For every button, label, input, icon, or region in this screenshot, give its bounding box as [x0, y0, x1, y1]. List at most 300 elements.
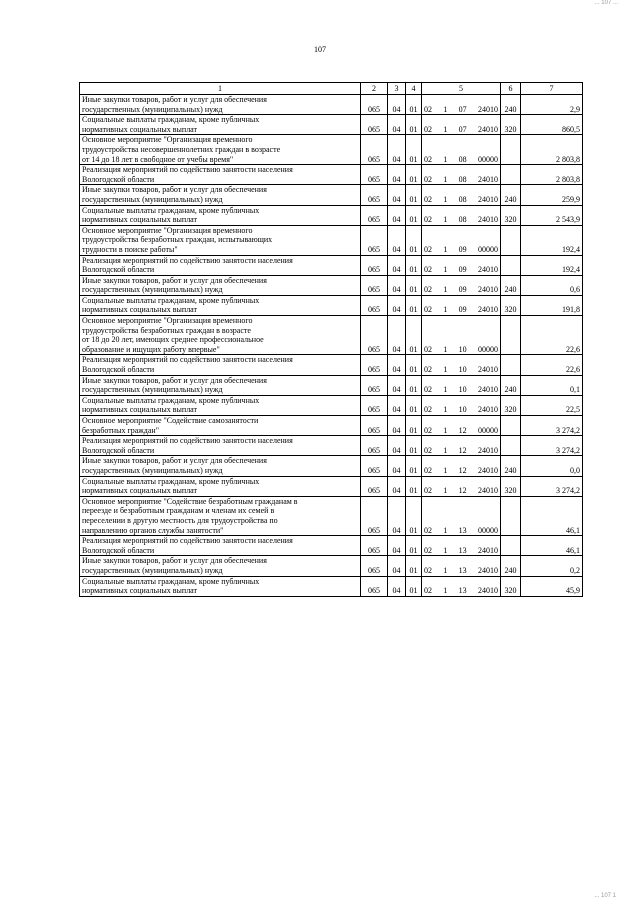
expense-type-cell: 240: [501, 375, 521, 395]
table-row: [80, 205, 583, 225]
header-col-4: 4: [406, 83, 422, 95]
target-article-part: 1: [443, 244, 448, 254]
subsection-code-cell: 01: [406, 95, 422, 115]
target-article-cell: [422, 436, 501, 456]
target-article-part: 1: [443, 194, 448, 204]
amount-cell: 191,8: [521, 295, 583, 315]
ministry-code-cell: 065: [361, 275, 388, 295]
expense-name-line: Реализация мероприятий по содействию занятости населения: [82, 165, 293, 175]
expense-name-cell: [80, 295, 361, 315]
target-article-part: 02: [424, 194, 432, 204]
target-article-cell: [422, 456, 501, 476]
expense-name-line: нормативных социальных выплат: [82, 486, 198, 496]
expense-name-line: Вологодской области: [82, 545, 155, 555]
target-article-part: 02: [424, 244, 432, 254]
subsection-code-cell: 01: [406, 395, 422, 415]
subsection-code-cell: 01: [406, 355, 422, 375]
expense-name-line: Вологодской области: [82, 174, 155, 184]
target-article-part: 10: [458, 344, 467, 354]
target-article-part: 08: [458, 174, 467, 184]
section-code-cell: 04: [388, 95, 406, 115]
header-col-7: 7: [521, 83, 583, 95]
amount-cell: 3 274,2: [521, 436, 583, 456]
target-article-part: 13: [458, 545, 467, 555]
expense-name-line: Социальные выплаты гражданам, кроме публичных: [82, 115, 260, 125]
section-code-cell: 04: [388, 395, 406, 415]
expense-name-line: трудности в поиске работы": [82, 244, 178, 254]
table-row: [80, 476, 583, 496]
target-article-part: 02: [424, 154, 432, 164]
target-article-part: 1: [443, 545, 448, 555]
expense-name-line: Социальные выплаты гражданам, кроме публичных: [82, 205, 260, 215]
expense-type-cell: 320: [501, 115, 521, 135]
expense-type-cell: [501, 416, 521, 436]
expense-name-line: от 18 до 20 лет, имеющих среднее профессиональное: [82, 335, 264, 345]
expense-name-line: трудоустройства безработных граждан в возрасте: [82, 325, 251, 335]
expense-name-cell: [80, 456, 361, 476]
amount-cell: 22,6: [521, 355, 583, 375]
expense-name-line: Вологодской области: [82, 445, 155, 455]
expense-name-line: Социальные выплаты гражданам, кроме публичных: [82, 395, 260, 405]
section-code-cell: 04: [388, 496, 406, 535]
target-article-part: 12: [458, 445, 467, 455]
amount-cell: 192,4: [521, 255, 583, 275]
table-row: [80, 496, 583, 535]
table-row: [80, 165, 583, 185]
target-article-part: 24010: [477, 586, 498, 596]
target-article-cell: [422, 416, 501, 436]
expense-name-cell: [80, 275, 361, 295]
expense-name-line: государственных (муниципальных) нужд: [82, 565, 223, 575]
expense-name-line: Социальные выплаты гражданам, кроме публичных: [82, 295, 260, 305]
target-article-cell: [422, 225, 501, 255]
expense-name-line: Вологодской области: [82, 365, 155, 375]
target-article-part: 10: [458, 385, 467, 395]
header-col-3: 3: [388, 83, 406, 95]
expense-name-cell: [80, 316, 361, 355]
target-article-cell: [422, 95, 501, 115]
table-row: [80, 436, 583, 456]
ministry-code-cell: 065: [361, 416, 388, 436]
expense-type-cell: 320: [501, 476, 521, 496]
expense-type-cell: 240: [501, 185, 521, 205]
target-article-part: 24010: [477, 545, 498, 555]
target-article-part: 1: [443, 365, 448, 375]
subsection-code-cell: 01: [406, 436, 422, 456]
section-code-cell: 04: [388, 556, 406, 576]
target-article-part: 24010: [477, 305, 498, 315]
expense-name-line: Реализация мероприятий по содействию занятости населения: [82, 536, 293, 546]
expense-name-line: Основное мероприятие "Организация временного: [82, 135, 253, 145]
target-article-cell: [422, 395, 501, 415]
expense-name-line: Иные закупки товаров, работ и услуг для обеспечения: [82, 456, 267, 466]
target-article-part: 02: [424, 344, 432, 354]
expense-name-cell: [80, 205, 361, 225]
ministry-code-cell: 065: [361, 375, 388, 395]
target-article-part: 1: [443, 425, 448, 435]
ministry-code-cell: 065: [361, 456, 388, 476]
subsection-code-cell: 01: [406, 316, 422, 355]
subsection-code-cell: 01: [406, 115, 422, 135]
expense-name-line: нормативных социальных выплат: [82, 215, 198, 225]
expense-name-line: Социальные выплаты гражданам, кроме публичных: [82, 576, 260, 586]
target-article-part: 10: [458, 365, 467, 375]
expense-type-cell: 240: [501, 456, 521, 476]
target-article-part: 02: [424, 425, 432, 435]
subsection-code-cell: 01: [406, 275, 422, 295]
section-code-cell: 04: [388, 456, 406, 476]
ministry-code-cell: 065: [361, 316, 388, 355]
table-row: [80, 456, 583, 476]
expense-name-line: Реализация мероприятий по содействию занятости населения: [82, 436, 293, 446]
subsection-code-cell: 01: [406, 185, 422, 205]
expense-name-line: Основное мероприятие "Организация временного: [82, 225, 253, 235]
target-article-cell: [422, 355, 501, 375]
ministry-code-cell: 065: [361, 556, 388, 576]
target-article-cell: [422, 135, 501, 165]
expense-name-cell: [80, 576, 361, 596]
target-article-part: 13: [458, 586, 467, 596]
target-article-part: 1: [443, 215, 448, 225]
expense-type-cell: 240: [501, 556, 521, 576]
header-col-6: 6: [501, 83, 521, 95]
target-article-part: 1: [443, 285, 448, 295]
expense-name-line: переселении в другую местность для трудоустройства по: [82, 515, 278, 525]
expense-type-cell: 320: [501, 395, 521, 415]
target-article-cell: [422, 375, 501, 395]
amount-cell: 2 803,8: [521, 135, 583, 165]
amount-cell: 46,1: [521, 496, 583, 535]
ministry-code-cell: 065: [361, 205, 388, 225]
target-article-cell: [422, 255, 501, 275]
table-row: [80, 395, 583, 415]
expense-name-cell: [80, 255, 361, 275]
expense-name-cell: [80, 165, 361, 185]
target-article-cell: [422, 496, 501, 535]
expense-name-line: Основное мероприятие "Содействие самозанятости: [82, 416, 259, 425]
table-row: [80, 576, 583, 596]
table-row: [80, 95, 583, 115]
expense-name-line: Иные закупки товаров, работ и услуг для обеспечения: [82, 275, 267, 285]
target-article-part: 12: [458, 486, 467, 496]
section-code-cell: 04: [388, 165, 406, 185]
amount-cell: 0,1: [521, 375, 583, 395]
expense-name-line: Иные закупки товаров, работ и услуг для обеспечения: [82, 556, 267, 566]
ministry-code-cell: 065: [361, 496, 388, 535]
amount-cell: 0,0: [521, 456, 583, 476]
expense-name-cell: [80, 556, 361, 576]
section-code-cell: 04: [388, 115, 406, 135]
target-article-part: 1: [443, 154, 448, 164]
target-article-part: 02: [424, 545, 432, 555]
expense-name-line: Вологодской области: [82, 265, 155, 275]
target-article-part: 02: [424, 486, 432, 496]
ministry-code-cell: 065: [361, 536, 388, 556]
table-row: [80, 536, 583, 556]
section-code-cell: 04: [388, 576, 406, 596]
subsection-code-cell: 01: [406, 225, 422, 255]
target-article-part: 10: [458, 405, 467, 415]
expense-name-cell: [80, 476, 361, 496]
expense-name-line: государственных (муниципальных) нужд: [82, 385, 223, 395]
table-row: [80, 275, 583, 295]
expense-name-cell: [80, 185, 361, 205]
target-article-part: 12: [458, 465, 467, 475]
ministry-code-cell: 065: [361, 185, 388, 205]
amount-cell: 22,5: [521, 395, 583, 415]
expense-name-line: Основное мероприятие "Организация временного: [82, 316, 253, 326]
ministry-code-cell: 065: [361, 395, 388, 415]
target-article-part: 13: [458, 525, 467, 535]
ministry-code-cell: 065: [361, 165, 388, 185]
table-row: [80, 255, 583, 275]
expense-name-line: государственных (муниципальных) нужд: [82, 465, 223, 475]
table-row: [80, 185, 583, 205]
amount-cell: 3 274,2: [521, 416, 583, 436]
header-col-2: 2: [361, 83, 388, 95]
ministry-code-cell: 065: [361, 115, 388, 135]
page-number: 107: [314, 45, 326, 54]
ministry-code-cell: 065: [361, 436, 388, 456]
expense-type-cell: [501, 436, 521, 456]
target-article-part: 24010: [477, 405, 498, 415]
target-article-part: 00000: [477, 425, 498, 435]
expense-type-cell: [501, 496, 521, 535]
expense-name-cell: [80, 375, 361, 395]
target-article-part: 02: [424, 525, 432, 535]
corner-mark-top: ... 107 ...: [594, 0, 618, 6]
table-row: [80, 375, 583, 395]
expense-name-line: направлению органов службы занятости": [82, 525, 224, 535]
target-article-part: 24010: [477, 285, 498, 295]
expense-name-cell: [80, 395, 361, 415]
target-article-cell: [422, 165, 501, 185]
target-article-part: 07: [458, 124, 467, 134]
target-article-part: 08: [458, 215, 467, 225]
ministry-code-cell: 065: [361, 225, 388, 255]
subsection-code-cell: 01: [406, 135, 422, 165]
subsection-code-cell: 01: [406, 476, 422, 496]
section-code-cell: 04: [388, 355, 406, 375]
budget-table: [79, 82, 583, 597]
expense-name-line: трудоустройства несовершеннолетних граждан в возрасте: [82, 144, 281, 154]
target-article-part: 02: [424, 565, 432, 575]
target-article-part: 1: [443, 486, 448, 496]
amount-cell: 2 803,8: [521, 165, 583, 185]
subsection-code-cell: 01: [406, 576, 422, 596]
target-article-part: 1: [443, 586, 448, 596]
expense-name-line: Иные закупки товаров, работ и услуг для обеспечения: [82, 375, 267, 385]
expense-name-line: трудоустройства безработных граждан, испытывающих: [82, 235, 273, 245]
table-row: [80, 416, 583, 436]
ministry-code-cell: 065: [361, 476, 388, 496]
subsection-code-cell: 01: [406, 205, 422, 225]
subsection-code-cell: 01: [406, 416, 422, 436]
expense-name-line: государственных (муниципальных) нужд: [82, 104, 223, 114]
target-article-part: 09: [458, 285, 467, 295]
target-article-part: 02: [424, 104, 432, 114]
expense-name-cell: [80, 436, 361, 456]
amount-cell: 2,9: [521, 95, 583, 115]
target-article-part: 09: [458, 244, 467, 254]
target-article-cell: [422, 536, 501, 556]
target-article-part: 1: [443, 124, 448, 134]
expense-name-cell: [80, 416, 361, 436]
ministry-code-cell: 065: [361, 295, 388, 315]
table-row: [80, 316, 583, 355]
target-article-cell: [422, 476, 501, 496]
expense-name-cell: [80, 115, 361, 135]
target-article-part: 00000: [477, 244, 498, 254]
expense-name-line: государственных (муниципальных) нужд: [82, 194, 223, 204]
amount-cell: 3 274,2: [521, 476, 583, 496]
expense-name-line: государственных (муниципальных) нужд: [82, 285, 223, 295]
target-article-part: 1: [443, 104, 448, 114]
target-article-part: 02: [424, 465, 432, 475]
target-article-cell: [422, 185, 501, 205]
target-article-part: 00000: [477, 525, 498, 535]
target-article-part: 24010: [477, 465, 498, 475]
expense-name-line: Социальные выплаты гражданам, кроме публичных: [82, 476, 260, 486]
table-row: [80, 115, 583, 135]
expense-name-cell: [80, 355, 361, 375]
target-article-part: 02: [424, 586, 432, 596]
table-header-row: [80, 83, 583, 95]
subsection-code-cell: 01: [406, 255, 422, 275]
subsection-code-cell: 01: [406, 456, 422, 476]
expense-name-line: Реализация мероприятий по содействию занятости населения: [82, 355, 293, 365]
subsection-code-cell: 01: [406, 295, 422, 315]
ministry-code-cell: 065: [361, 255, 388, 275]
target-article-part: 24010: [477, 265, 498, 275]
expense-type-cell: [501, 536, 521, 556]
expense-name-line: нормативных социальных выплат: [82, 586, 198, 596]
expense-name-cell: [80, 496, 361, 535]
expense-type-cell: 240: [501, 275, 521, 295]
expense-type-cell: [501, 355, 521, 375]
expense-type-cell: 320: [501, 295, 521, 315]
section-code-cell: 04: [388, 416, 406, 436]
expense-name-line: нормативных социальных выплат: [82, 305, 198, 315]
section-code-cell: 04: [388, 476, 406, 496]
ministry-code-cell: 065: [361, 355, 388, 375]
amount-cell: 22,6: [521, 316, 583, 355]
subsection-code-cell: 01: [406, 496, 422, 535]
target-article-cell: [422, 295, 501, 315]
target-article-part: 1: [443, 565, 448, 575]
amount-cell: 860,5: [521, 115, 583, 135]
section-code-cell: 04: [388, 255, 406, 275]
ministry-code-cell: 065: [361, 576, 388, 596]
expense-name-line: Реализация мероприятий по содействию занятости населения: [82, 255, 293, 265]
expense-name-line: образование и ищущих работу впервые": [82, 344, 220, 354]
amount-cell: 45,9: [521, 576, 583, 596]
target-article-part: 24010: [477, 174, 498, 184]
target-article-part: 1: [443, 344, 448, 354]
target-article-part: 13: [458, 565, 467, 575]
section-code-cell: 04: [388, 436, 406, 456]
target-article-part: 1: [443, 465, 448, 475]
subsection-code-cell: 01: [406, 556, 422, 576]
amount-cell: 2 543,9: [521, 205, 583, 225]
target-article-part: 1: [443, 265, 448, 275]
amount-cell: 46,1: [521, 536, 583, 556]
target-article-part: 02: [424, 305, 432, 315]
section-code-cell: 04: [388, 316, 406, 355]
target-article-part: 24010: [477, 365, 498, 375]
section-code-cell: 04: [388, 295, 406, 315]
subsection-code-cell: 01: [406, 165, 422, 185]
target-article-part: 12: [458, 425, 467, 435]
target-article-part: 24010: [477, 215, 498, 225]
target-article-cell: [422, 275, 501, 295]
expense-type-cell: [501, 225, 521, 255]
expense-type-cell: [501, 255, 521, 275]
expense-name-line: нормативных социальных выплат: [82, 124, 198, 134]
amount-cell: 192,4: [521, 225, 583, 255]
target-article-part: 24010: [477, 445, 498, 455]
target-article-part: 08: [458, 194, 467, 204]
expense-name-cell: [80, 95, 361, 115]
table-row: [80, 355, 583, 375]
expense-name-cell: [80, 135, 361, 165]
target-article-cell: [422, 205, 501, 225]
target-article-part: 1: [443, 305, 448, 315]
target-article-part: 07: [458, 104, 467, 114]
target-article-part: 02: [424, 405, 432, 415]
section-code-cell: 04: [388, 536, 406, 556]
section-code-cell: 04: [388, 375, 406, 395]
target-article-part: 02: [424, 385, 432, 395]
target-article-part: 02: [424, 285, 432, 295]
target-article-cell: [422, 576, 501, 596]
header-col-1: 1: [80, 83, 361, 95]
target-article-cell: [422, 115, 501, 135]
target-article-part: 24010: [477, 385, 498, 395]
target-article-part: 1: [443, 405, 448, 415]
target-article-part: 02: [424, 174, 432, 184]
target-article-part: 24010: [477, 124, 498, 134]
target-article-part: 1: [443, 385, 448, 395]
amount-cell: 0,2: [521, 556, 583, 576]
expense-type-cell: [501, 135, 521, 165]
expense-type-cell: 320: [501, 205, 521, 225]
target-article-part: 1: [443, 525, 448, 535]
expense-name-line: Основное мероприятие "Содействие безработным гражданам в: [82, 496, 298, 506]
target-article-part: 24010: [477, 486, 498, 496]
target-article-part: 1: [443, 445, 448, 455]
target-article-part: 24010: [477, 194, 498, 204]
expense-type-cell: 240: [501, 95, 521, 115]
section-code-cell: 04: [388, 225, 406, 255]
target-article-part: 24010: [477, 565, 498, 575]
expense-type-cell: [501, 316, 521, 355]
target-article-part: 00000: [477, 344, 498, 354]
section-code-cell: 04: [388, 275, 406, 295]
ministry-code-cell: 065: [361, 95, 388, 115]
section-code-cell: 04: [388, 135, 406, 165]
expense-type-cell: [501, 165, 521, 185]
expense-name-cell: [80, 225, 361, 255]
target-article-part: 1: [443, 174, 448, 184]
expense-name-line: Иные закупки товаров, работ и услуг для обеспечения: [82, 95, 267, 104]
expense-name-line: переезде и безработным гражданам и членам их семей в: [82, 506, 275, 516]
target-article-part: 02: [424, 124, 432, 134]
target-article-part: 09: [458, 305, 467, 315]
subsection-code-cell: 01: [406, 536, 422, 556]
table-row: [80, 295, 583, 315]
expense-name-line: Иные закупки товаров, работ и услуг для обеспечения: [82, 185, 267, 195]
